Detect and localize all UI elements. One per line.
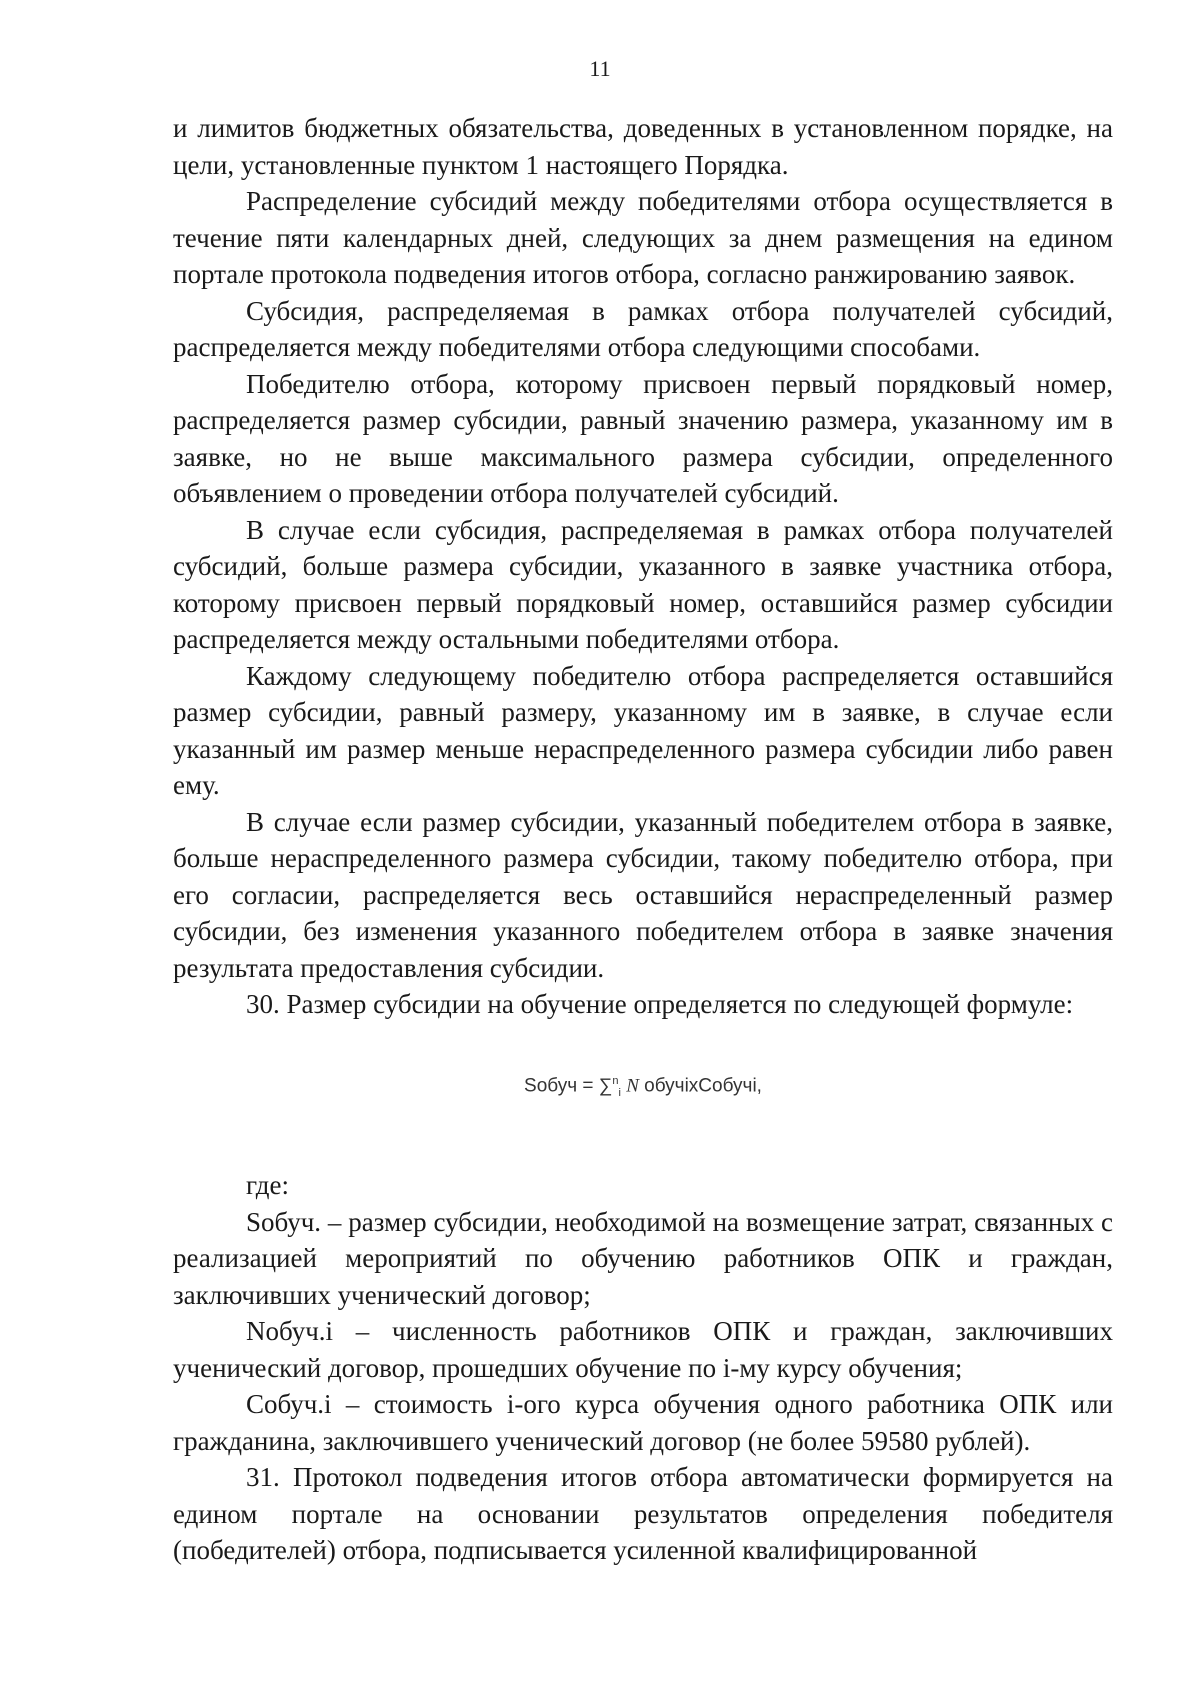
formula-lhs: Sобуч [524, 1074, 578, 1096]
formula-sup: n [612, 1074, 619, 1087]
formula-n-var: N [626, 1074, 639, 1096]
paragraph-2: Распределение субсидий между победителями отбора осуществляется в течение пяти календарных дней, следующих за днем размещения на едином портале протокола подведения итогов отбора, согласно ранжированию заявок. [173, 186, 1113, 289]
paragraph-1: и лимитов бюджетных обязательства, доведенных в установленном порядке, на цели, установленные пунктом 1 настоящего Порядка. [173, 113, 1113, 180]
formula-equals: = [577, 1074, 599, 1096]
document-body [173, 110, 1113, 1569]
formula-rhs: обучiхCобучi, [638, 1074, 762, 1096]
formula-sub: i [618, 1086, 621, 1099]
paragraph-7: В случае если размер субсидии, указанный победителем отбора в заявке, больше нераспределенного размера субсидии, такому победителю отбора, при его согласии, распределяется весь оставшийся нераспределенный размер субсидии, без изменения указанного победителем отбора в заявке значения результата предоставления субсидии. [173, 806, 1113, 983]
paragraph-8: 30. Размер субсидии на обучение определяется по следующей формуле: [246, 989, 1074, 1019]
paragraph-3: Субсидия, распределяемая в рамках отбора получателей субсидий, распределяется между победителями отбора следующими способами. [173, 295, 1113, 362]
subsidy-formula [173, 1063, 1113, 1112]
paragraph-def-n: Nобуч.i – численность работников ОПК и граждан, заключивших ученический договор, прошедших обучение по i-му курсу обучения; [173, 1316, 1113, 1383]
paragraph-31: 31. Протокол подведения итогов отбора автоматически формируется на едином портале на основании результатов определения победителя (победителей) отбора, подписывается усиленной квалифицированной [173, 1462, 1113, 1566]
paragraph-4: Победителю отбора, которому присвоен первый порядковый номер, распределяется размер субсидии, равный значению размера, указанному им в заявке, но не выше максимального размера субсидии, определенного объявлением о проведении отбора получателей субсидий. [173, 368, 1113, 508]
paragraph-5: В случае если субсидия, распределяемая в рамках отбора получателей субсидий, больше размера субсидии, указанного в заявке участника отбора, которому присвоен первый порядковый номер, оставшийся размер субсидии распределяется между остальными победителями отбора. [173, 514, 1113, 654]
paragraph-def-c: Cобуч.i – стоимость i-ого курса обучения одного работника ОПК или гражданина, заключившего ученический договор (не более 59580 рублей). [173, 1389, 1113, 1456]
paragraph-where: где: [246, 1170, 289, 1201]
paragraph-def-s: Sобуч. – размер субсидии, необходимой на возмещение затрат, связанных с реализацией мероприятий по обучению работников ОПК и граждан, заключивших ученический договор; [173, 1206, 1113, 1310]
formula-sigma: ∑ [598, 1074, 613, 1096]
formula-sum [599, 1063, 621, 1112]
page-number: 11 [589, 56, 611, 81]
paragraph-6: Каждому следующему победителю отбора распределяется оставшийся размер субсидии, равный размеру, указанному им в заявке, в случае если указанный им размер меньше нераспределенного размера субсидии либо равен ему. [173, 660, 1113, 800]
